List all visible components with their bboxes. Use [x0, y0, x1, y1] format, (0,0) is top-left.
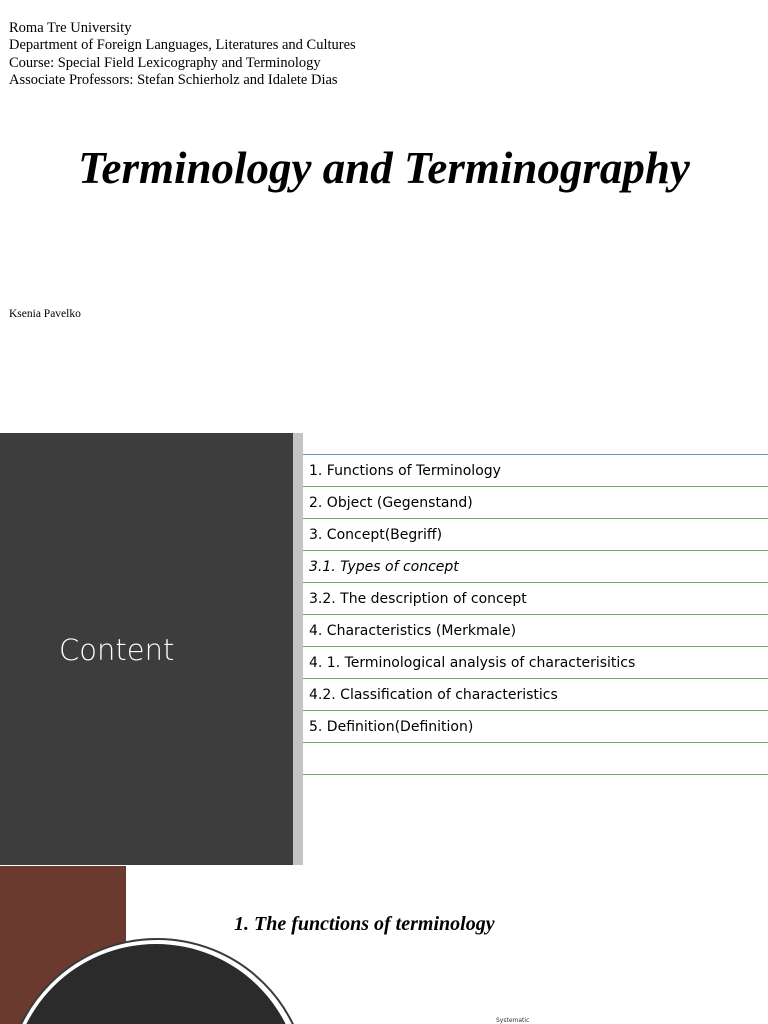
functions-slide — [0, 866, 768, 1024]
table-of-contents — [303, 454, 768, 775]
institution-header — [9, 20, 356, 89]
functions-title: 1. The functions of terminology — [234, 913, 495, 935]
toc-item: 4. 1. Terminological analysis of characterisitics — [303, 647, 768, 679]
toc-item: 4. Characteristics (Merkmale) — [303, 615, 768, 647]
title-slide — [0, 0, 768, 432]
toc-item: 1. Functions of Terminology — [303, 455, 768, 487]
diagram-label: Systematic — [496, 1017, 530, 1024]
content-heading: Content — [59, 633, 175, 667]
author-name: Ksenia Pavelko — [9, 308, 81, 320]
university-name: Roma Tre University — [9, 20, 132, 36]
toc-item: 3.1. Types of concept — [303, 551, 768, 583]
toc-item-empty — [303, 743, 768, 775]
toc-item: 3. Concept(Begriff) — [303, 519, 768, 551]
grey-divider-strip — [293, 433, 303, 865]
content-slide — [0, 433, 768, 865]
toc-item: 2. Object (Gegenstand) — [303, 487, 768, 519]
course-name: Course: Special Field Lexicography and Terminology — [9, 54, 321, 71]
toc-item: 3.2. The description of concept — [303, 583, 768, 615]
presentation-title: Terminology and Terminography — [78, 143, 690, 193]
toc-item: 4.2. Classification of characteristics — [303, 679, 768, 711]
professors-line: Associate Professors: Stefan Schierholz and Idalete Dias — [9, 71, 338, 88]
toc-item: 5. Definition(Definition) — [303, 711, 768, 743]
department-name: Department of Foreign Languages, Literatures and Cultures — [9, 37, 356, 54]
